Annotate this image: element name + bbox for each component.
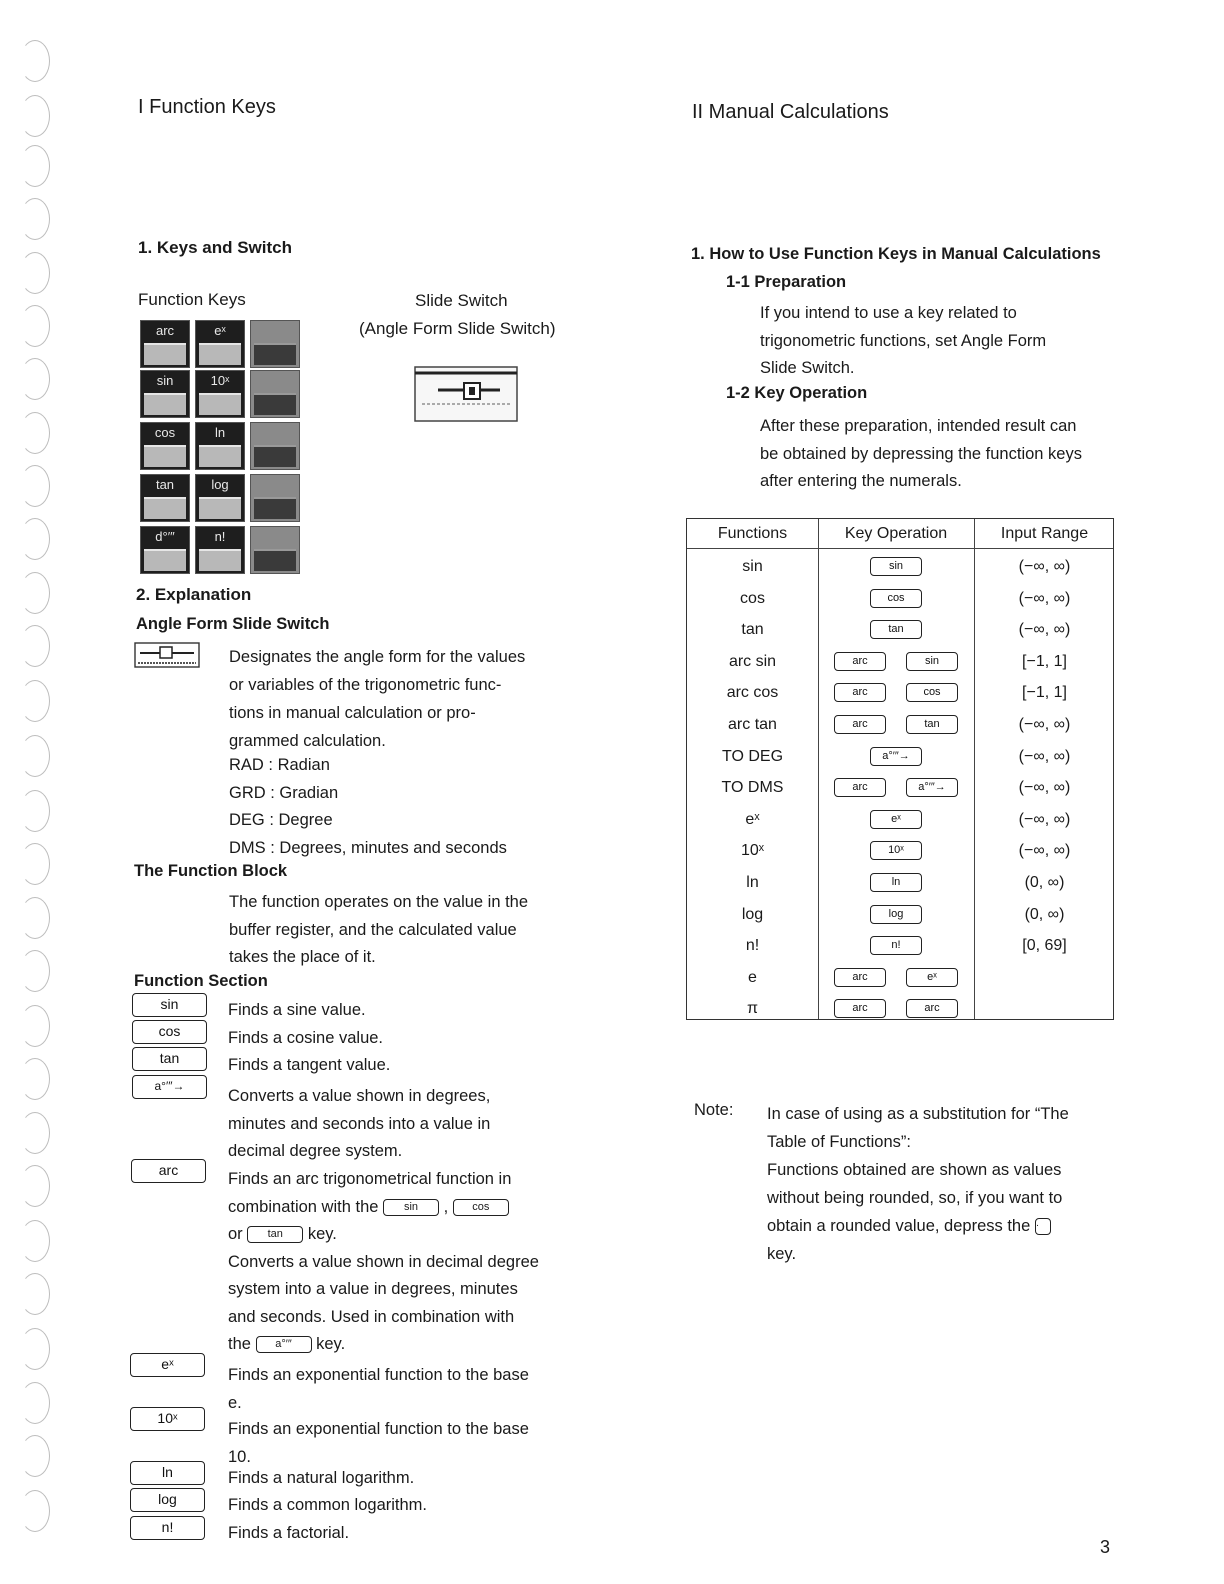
mode-dms: DMS : Degrees, minutes and seconds — [229, 838, 507, 857]
section-heading-function-keys: I Function Keys — [138, 96, 276, 118]
key-operation-icon: arc — [834, 652, 886, 671]
log-key-icon: log — [130, 1488, 205, 1512]
photo-key: cos — [140, 422, 190, 470]
functions-table — [686, 518, 1114, 1020]
function-name: TO DEG — [721, 747, 784, 765]
input-range: [0, 69] — [1022, 937, 1067, 955]
key-operation-icon: sin — [870, 557, 922, 576]
input-range: (0, ∞) — [1024, 874, 1065, 891]
input-range: (−∞, ∞) — [1018, 779, 1071, 797]
key-operation-icon: ln — [870, 873, 922, 892]
function-name: sin — [742, 558, 763, 575]
photo-key: log — [195, 474, 245, 522]
key-operation-icon: 10ˣ — [870, 841, 922, 860]
cos-description: Finds a cosine value. — [228, 1029, 384, 1047]
tan-key-icon: tan — [132, 1047, 207, 1071]
explanation-title: 2. Explanation — [136, 585, 252, 604]
photo-key: 10ˣ — [195, 370, 245, 418]
arc-description: Finds an arc trigonometrical function in combination with the sin , cos or tan key. Converts a value shown in decimal degree system into a value in degrees, minutes and seconds. Used in combination with the a°′″ key. — [228, 1170, 539, 1353]
key-operation-icon: arc — [834, 715, 886, 734]
factorial-description: Finds a factorial. — [228, 1524, 350, 1542]
key-operation-icon: arc — [834, 968, 886, 987]
photo-key — [250, 370, 300, 418]
input-range: (−∞, ∞) — [1018, 842, 1071, 860]
input-range: (−∞, ∞) — [1018, 589, 1071, 607]
mode-rad: RAD : Radian — [229, 756, 330, 774]
function-block-title: The Function Block — [134, 862, 288, 880]
input-range: [−1, 1] — [1022, 652, 1067, 670]
key-operation-icon: tan — [870, 620, 922, 639]
key-operation-icon: eˣ — [870, 810, 922, 829]
slide-switch-sublabel: (Angle Form Slide Switch) — [359, 319, 556, 338]
key-operation-icon: a°′″→ — [870, 747, 922, 766]
section-heading-manual-calculations: II Manual Calculations — [692, 101, 889, 123]
function-keys-label: Function Keys — [138, 290, 246, 309]
page-number: 3 — [1100, 1537, 1111, 1557]
key-operation-icon: log — [870, 905, 922, 924]
angle-form-slide-switch-title: Angle Form Slide Switch — [136, 615, 330, 633]
tan-description: Finds a tangent value. — [228, 1056, 391, 1074]
input-range: (−∞, ∞) — [1018, 810, 1071, 828]
function-name: log — [741, 905, 764, 923]
key-operation-icon: cos — [906, 683, 958, 702]
key-operation-icon: cos — [870, 589, 922, 608]
photo-key: n! — [195, 526, 245, 574]
log-description: Finds a common logarithm. — [228, 1496, 427, 1514]
exp-10-key-icon: 10ˣ — [130, 1407, 205, 1431]
table-header-key-operation: Key Operation — [844, 525, 948, 542]
table-header-input-range: Input Range — [1000, 525, 1089, 542]
function-name: eˣ — [745, 810, 760, 828]
function-block-description: The function operates on the value in the buffer register, and the calculated value takes the place of it. — [229, 893, 529, 966]
dms-description: Converts a value shown in degrees, minutes and seconds into a value in decimal degree system. — [228, 1087, 491, 1160]
function-name: ln — [746, 874, 759, 891]
sin-key-icon: sin — [132, 993, 207, 1017]
slide-switch-icon — [134, 642, 200, 668]
function-section-title: Function Section — [134, 972, 268, 990]
function-name: tan — [741, 621, 764, 639]
ln-key-icon: ln — [130, 1461, 205, 1485]
photo-key: d°′″ — [140, 526, 190, 574]
arc-key-icon: arc — [131, 1159, 206, 1183]
key-operation-icon: arc — [834, 778, 886, 797]
how-to-use-title: 1. How to Use Function Keys in Manual Calculations — [691, 245, 1101, 263]
photo-key: sin — [140, 370, 190, 418]
photo-key: ln — [195, 422, 245, 470]
input-range: (0, ∞) — [1024, 905, 1065, 923]
sin-description: Finds a sine value. — [228, 1001, 366, 1019]
function-name: e — [748, 968, 757, 986]
photo-key — [250, 422, 300, 470]
degree-conversion-key-icon: a°′″→ — [132, 1075, 207, 1099]
key-operation-icon: tan — [906, 715, 958, 734]
exp-e-key-icon: eˣ — [130, 1353, 205, 1377]
function-name: arc sin — [728, 652, 777, 670]
function-name: arc cos — [726, 684, 779, 702]
exp-10-description: Finds an exponential function to the base 10. — [228, 1420, 529, 1466]
key-operation-icon: n! — [870, 936, 922, 955]
function-name: π — [746, 1000, 759, 1018]
key-operation-text: After these preparation, intended result can be obtained by depressing the function keys after entering the numerals. — [760, 417, 1082, 490]
inline-point-key-icon: · — [1035, 1218, 1051, 1235]
ln-description: Finds a natural logarithm. — [228, 1469, 415, 1487]
key-operation-icon: eˣ — [906, 968, 958, 987]
mode-grd: GRD : Gradian — [229, 783, 339, 802]
exp-e-description: Finds an exponential function to the base e. — [228, 1366, 529, 1412]
function-name: TO DMS — [721, 779, 784, 797]
preparation-title: 1-1 Preparation — [726, 273, 847, 291]
note-text: In case of using as a substitution for “The Table of Functions”: Functions obtained are shown as values without being rounded, so, if you want to obtain a rounded value, depress the · key. — [767, 1105, 1069, 1263]
input-range: (−∞, ∞) — [1018, 716, 1071, 733]
key-operation-icon: sin — [906, 652, 958, 671]
key-operation-icon: a°′″→ — [906, 778, 958, 797]
keys-and-switch-title: 1. Keys and Switch — [138, 238, 292, 257]
input-range: [−1, 1] — [1022, 684, 1067, 702]
function-name: cos — [740, 589, 765, 607]
function-name: n! — [745, 937, 760, 955]
photo-key: tan — [140, 474, 190, 522]
inline-tan-key-icon: tan — [247, 1226, 303, 1243]
photo-key — [250, 526, 300, 574]
function-name: arc tan — [728, 716, 777, 733]
key-operation-title: 1-2 Key Operation — [726, 384, 868, 402]
key-operation-icon: arc — [834, 999, 886, 1018]
key-operation-icon: arc — [834, 683, 886, 702]
input-range: (−∞, ∞) — [1018, 558, 1071, 575]
photo-key: eˣ — [195, 320, 245, 368]
slide-switch-label: Slide Switch — [415, 291, 508, 310]
inline-cos-key-icon: cos — [453, 1199, 509, 1216]
preparation-text: If you intend to use a key related to trigonometric functions, set Angle Form Slide Switch. — [760, 304, 1047, 377]
slide-switch-image — [414, 366, 518, 422]
key-operation-icon: arc — [906, 999, 958, 1018]
cos-key-icon: cos — [132, 1020, 207, 1044]
note-label: Note: — [694, 1101, 734, 1119]
angle-mode-list — [229, 752, 507, 862]
inline-sin-key-icon: sin — [383, 1199, 439, 1216]
table-header-functions: Functions — [717, 525, 788, 542]
input-range: (−∞, ∞) — [1018, 747, 1071, 765]
function-name: 10ˣ — [740, 842, 765, 860]
inline-degree-key-icon: a°′″ — [256, 1336, 312, 1353]
factorial-key-icon: n! — [130, 1516, 205, 1540]
mode-deg: DEG : Degree — [229, 811, 333, 829]
photo-key — [250, 320, 300, 368]
afss-description: Designates the angle form for the values or variables of the trigonometric func- tions in manual calculation or pro- grammed calculation. — [229, 648, 526, 750]
input-range: (−∞, ∞) — [1018, 621, 1071, 639]
photo-key — [250, 474, 300, 522]
photo-key: arc — [140, 320, 190, 368]
